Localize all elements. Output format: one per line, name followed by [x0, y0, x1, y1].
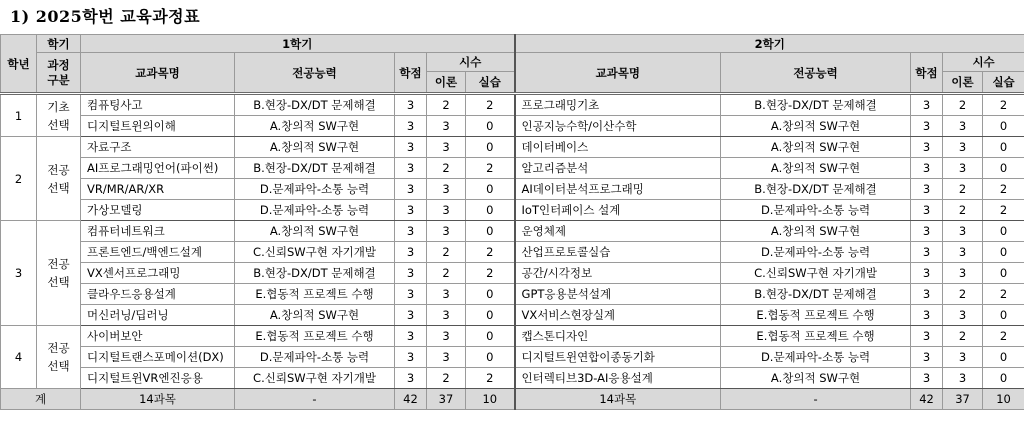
year-cell: 3 — [1, 221, 37, 326]
col-practice-1: 실습 — [466, 72, 515, 94]
competency-cell-sem2: C.신뢰SW구현 자기개발 — [721, 263, 911, 284]
subject-cell-sem2: 산업프로토콜실습 — [515, 242, 721, 263]
total-competency-1: - — [235, 389, 395, 410]
theory-cell-sem1: 3 — [427, 284, 466, 305]
total-practice-1: 10 — [466, 389, 515, 410]
subject-cell-sem1: 프론트엔드/백엔드설계 — [81, 242, 235, 263]
theory-cell-sem2: 2 — [943, 179, 983, 200]
table-row — [1, 179, 1024, 200]
practice-cell-sem1: 0 — [466, 221, 515, 242]
credit-cell-sem2: 3 — [911, 158, 943, 179]
competency-cell-sem1: B.현장-DX/DT 문제해결 — [235, 94, 395, 116]
credit-cell-sem2: 3 — [911, 305, 943, 326]
practice-cell-sem2: 0 — [983, 137, 1024, 158]
table-row — [1, 347, 1024, 368]
theory-cell-sem1: 3 — [427, 200, 466, 221]
practice-cell-sem1: 0 — [466, 305, 515, 326]
table-row — [1, 242, 1024, 263]
subject-cell-sem2: 디지털트윈연합이종동기화 — [515, 347, 721, 368]
subject-cell-sem2: AI데이터분석프로그래밍 — [515, 179, 721, 200]
total-competency-2: - — [721, 389, 911, 410]
credit-cell-sem2: 3 — [911, 326, 943, 347]
theory-cell-sem1: 2 — [427, 94, 466, 116]
col-theory-1: 이론 — [427, 72, 466, 94]
practice-cell-sem2: 0 — [983, 242, 1024, 263]
col-competency-1: 전공능력 — [235, 53, 395, 94]
competency-cell-sem2: D.문제파악-소통 능력 — [721, 347, 911, 368]
practice-cell-sem2: 2 — [983, 326, 1024, 347]
total-theory-2: 37 — [943, 389, 983, 410]
credit-cell-sem1: 3 — [395, 94, 427, 116]
subject-cell-sem2: 캡스톤디자인 — [515, 326, 721, 347]
competency-cell-sem1: D.문제파악-소통 능력 — [235, 179, 395, 200]
theory-cell-sem1: 2 — [427, 158, 466, 179]
subject-cell-sem2: GPT응용분석설계 — [515, 284, 721, 305]
page-title: 1) 2025학번 교육과정표 — [10, 7, 201, 26]
subject-cell-sem1: 클라우드응용설계 — [81, 284, 235, 305]
competency-cell-sem2: B.현장-DX/DT 문제해결 — [721, 179, 911, 200]
theory-cell-sem2: 3 — [943, 263, 983, 284]
theory-cell-sem1: 3 — [427, 137, 466, 158]
theory-cell-sem2: 3 — [943, 116, 983, 137]
competency-cell-sem1: A.창의적 SW구현 — [235, 221, 395, 242]
table-row — [1, 263, 1024, 284]
practice-cell-sem2: 0 — [983, 158, 1024, 179]
competency-cell-sem1: A.창의적 SW구현 — [235, 305, 395, 326]
practice-cell-sem2: 0 — [983, 221, 1024, 242]
curriculum-table — [0, 34, 1024, 410]
col-track: 과정 구분 — [37, 53, 81, 94]
competency-cell-sem2: A.창의적 SW구현 — [721, 137, 911, 158]
total-subjects-2: 14과목 — [515, 389, 721, 410]
col-competency-2: 전공능력 — [721, 53, 911, 94]
subject-cell-sem2: 공간/시각정보 — [515, 263, 721, 284]
practice-cell-sem2: 2 — [983, 284, 1024, 305]
col-practice-2: 실습 — [983, 72, 1024, 94]
table-row — [1, 326, 1024, 347]
total-credit-1: 42 — [395, 389, 427, 410]
credit-cell-sem2: 3 — [911, 284, 943, 305]
practice-cell-sem1: 0 — [466, 284, 515, 305]
practice-cell-sem1: 2 — [466, 94, 515, 116]
subject-cell-sem2: 데이터베이스 — [515, 137, 721, 158]
competency-cell-sem2: A.창의적 SW구현 — [721, 368, 911, 389]
theory-cell-sem2: 2 — [943, 326, 983, 347]
table-row — [1, 368, 1024, 389]
practice-cell-sem1: 0 — [466, 200, 515, 221]
practice-cell-sem2: 0 — [983, 263, 1024, 284]
credit-cell-sem2: 3 — [911, 347, 943, 368]
subject-cell-sem1: VR/MR/AR/XR — [81, 179, 235, 200]
col-subject-1: 교과목명 — [81, 53, 235, 94]
year-cell: 4 — [1, 326, 37, 389]
col-semester-2: 2학기 — [515, 35, 1024, 53]
competency-cell-sem1: D.문제파악-소통 능력 — [235, 347, 395, 368]
subject-cell-sem1: 머신러닝/딥러닝 — [81, 305, 235, 326]
credit-cell-sem2: 3 — [911, 221, 943, 242]
subject-cell-sem2: 프로그래밍기초 — [515, 94, 721, 116]
theory-cell-sem1: 3 — [427, 326, 466, 347]
track-cell: 전공 선택 — [37, 326, 81, 389]
competency-cell-sem1: E.협동적 프로젝트 수행 — [235, 326, 395, 347]
subject-cell-sem2: 인터렉티브3D-AI응용설계 — [515, 368, 721, 389]
practice-cell-sem1: 0 — [466, 179, 515, 200]
competency-cell-sem2: D.문제파악-소통 능력 — [721, 200, 911, 221]
credit-cell-sem1: 3 — [395, 137, 427, 158]
subject-cell-sem1: 디지털트윈의이해 — [81, 116, 235, 137]
credit-cell-sem2: 3 — [911, 94, 943, 116]
competency-cell-sem1: D.문제파악-소통 능력 — [235, 200, 395, 221]
credit-cell-sem2: 3 — [911, 116, 943, 137]
theory-cell-sem1: 3 — [427, 116, 466, 137]
subject-cell-sem1: VX센서프로그래밍 — [81, 263, 235, 284]
credit-cell-sem1: 3 — [395, 221, 427, 242]
col-hours-1: 시수 — [427, 53, 515, 72]
year-cell: 2 — [1, 137, 37, 221]
table-row — [1, 284, 1024, 305]
practice-cell-sem2: 2 — [983, 200, 1024, 221]
practice-cell-sem1: 0 — [466, 116, 515, 137]
subject-cell-sem2: 인공지능수학/이산수학 — [515, 116, 721, 137]
credit-cell-sem1: 3 — [395, 116, 427, 137]
subject-cell-sem2: VX서비스현장실계 — [515, 305, 721, 326]
practice-cell-sem2: 2 — [983, 94, 1024, 116]
track-cell: 전공 선택 — [37, 137, 81, 221]
credit-cell-sem1: 3 — [395, 242, 427, 263]
competency-cell-sem2: A.창의적 SW구현 — [721, 221, 911, 242]
credit-cell-sem2: 3 — [911, 137, 943, 158]
table-row — [1, 200, 1024, 221]
credit-cell-sem2: 3 — [911, 242, 943, 263]
practice-cell-sem2: 0 — [983, 347, 1024, 368]
subject-cell-sem2: IoT인터페이스 설계 — [515, 200, 721, 221]
practice-cell-sem1: 0 — [466, 347, 515, 368]
total-subjects-1: 14과목 — [81, 389, 235, 410]
col-credit-1: 학점 — [395, 53, 427, 94]
year-cell: 1 — [1, 94, 37, 137]
practice-cell-sem1: 2 — [466, 242, 515, 263]
practice-cell-sem1: 2 — [466, 368, 515, 389]
total-label: 계 — [1, 389, 81, 410]
table-row — [1, 116, 1024, 137]
subject-cell-sem2: 알고리즘분석 — [515, 158, 721, 179]
theory-cell-sem2: 2 — [943, 284, 983, 305]
theory-cell-sem2: 2 — [943, 94, 983, 116]
col-credit-2: 학점 — [911, 53, 943, 94]
theory-cell-sem1: 2 — [427, 263, 466, 284]
total-practice-2: 10 — [983, 389, 1024, 410]
credit-cell-sem2: 3 — [911, 200, 943, 221]
competency-cell-sem2: A.창의적 SW구현 — [721, 158, 911, 179]
credit-cell-sem1: 3 — [395, 263, 427, 284]
competency-cell-sem2: B.현장-DX/DT 문제해결 — [721, 94, 911, 116]
table-row — [1, 305, 1024, 326]
total-row — [1, 389, 1024, 410]
theory-cell-sem1: 2 — [427, 368, 466, 389]
credit-cell-sem2: 3 — [911, 368, 943, 389]
credit-cell-sem1: 3 — [395, 158, 427, 179]
competency-cell-sem2: E.협동적 프로젝트 수행 — [721, 326, 911, 347]
subject-cell-sem1: 사이버보안 — [81, 326, 235, 347]
subject-cell-sem1: 디지털트랜스포메이션(DX) — [81, 347, 235, 368]
competency-cell-sem1: B.현장-DX/DT 문제해결 — [235, 263, 395, 284]
competency-cell-sem2: A.창의적 SW구현 — [721, 116, 911, 137]
theory-cell-sem2: 3 — [943, 242, 983, 263]
subject-cell-sem1: 자료구조 — [81, 137, 235, 158]
theory-cell-sem2: 3 — [943, 137, 983, 158]
col-theory-2: 이론 — [943, 72, 983, 94]
col-year: 학년 — [1, 35, 37, 94]
col-subject-2: 교과목명 — [515, 53, 721, 94]
theory-cell-sem2: 2 — [943, 200, 983, 221]
theory-cell-sem1: 3 — [427, 305, 466, 326]
competency-cell-sem1: C.신뢰SW구현 자기개발 — [235, 242, 395, 263]
credit-cell-sem1: 3 — [395, 179, 427, 200]
competency-cell-sem1: E.협동적 프로젝트 수행 — [235, 284, 395, 305]
practice-cell-sem1: 0 — [466, 326, 515, 347]
credit-cell-sem1: 3 — [395, 326, 427, 347]
credit-cell-sem1: 3 — [395, 368, 427, 389]
practice-cell-sem2: 0 — [983, 116, 1024, 137]
practice-cell-sem1: 2 — [466, 158, 515, 179]
theory-cell-sem2: 3 — [943, 305, 983, 326]
credit-cell-sem2: 3 — [911, 179, 943, 200]
competency-cell-sem2: B.현장-DX/DT 문제해결 — [721, 284, 911, 305]
theory-cell-sem2: 3 — [943, 158, 983, 179]
competency-cell-sem2: E.협동적 프로젝트 수행 — [721, 305, 911, 326]
table-row — [1, 94, 1024, 116]
theory-cell-sem2: 3 — [943, 221, 983, 242]
competency-cell-sem1: A.창의적 SW구현 — [235, 137, 395, 158]
total-theory-1: 37 — [427, 389, 466, 410]
subject-cell-sem1: 가상모델링 — [81, 200, 235, 221]
practice-cell-sem1: 0 — [466, 137, 515, 158]
theory-cell-sem1: 3 — [427, 347, 466, 368]
col-hours-2: 시수 — [943, 53, 1024, 72]
theory-cell-sem2: 3 — [943, 347, 983, 368]
practice-cell-sem2: 0 — [983, 368, 1024, 389]
theory-cell-sem1: 3 — [427, 221, 466, 242]
credit-cell-sem1: 3 — [395, 347, 427, 368]
theory-cell-sem1: 3 — [427, 179, 466, 200]
practice-cell-sem2: 0 — [983, 305, 1024, 326]
competency-cell-sem1: B.현장-DX/DT 문제해결 — [235, 158, 395, 179]
practice-cell-sem2: 2 — [983, 179, 1024, 200]
curriculum-body — [1, 94, 1024, 389]
competency-cell-sem2: D.문제파악-소통 능력 — [721, 242, 911, 263]
subject-cell-sem1: AI프로그래밍언어(파이썬) — [81, 158, 235, 179]
credit-cell-sem1: 3 — [395, 305, 427, 326]
track-cell: 전공 선택 — [37, 221, 81, 326]
table-row — [1, 158, 1024, 179]
col-semester: 학기 — [37, 35, 81, 53]
total-credit-2: 42 — [911, 389, 943, 410]
table-row — [1, 137, 1024, 158]
col-semester-1: 1학기 — [81, 35, 515, 53]
credit-cell-sem2: 3 — [911, 263, 943, 284]
theory-cell-sem1: 2 — [427, 242, 466, 263]
practice-cell-sem1: 2 — [466, 263, 515, 284]
competency-cell-sem1: A.창의적 SW구현 — [235, 116, 395, 137]
theory-cell-sem2: 3 — [943, 368, 983, 389]
subject-cell-sem1: 컴퓨팅사고 — [81, 94, 235, 116]
credit-cell-sem1: 3 — [395, 200, 427, 221]
competency-cell-sem1: C.신뢰SW구현 자기개발 — [235, 368, 395, 389]
subject-cell-sem1: 컴퓨터네트워크 — [81, 221, 235, 242]
credit-cell-sem1: 3 — [395, 284, 427, 305]
subject-cell-sem2: 운영체제 — [515, 221, 721, 242]
track-cell: 기초 선택 — [37, 94, 81, 137]
table-row — [1, 221, 1024, 242]
subject-cell-sem1: 디지털트윈VR엔진응용 — [81, 368, 235, 389]
